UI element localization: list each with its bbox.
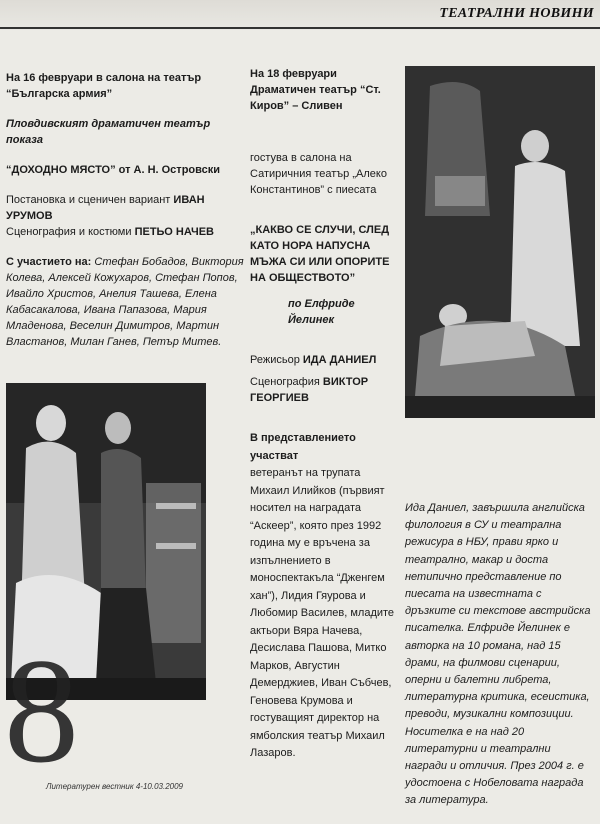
author-bio-column	[405, 500, 595, 824]
top-bar	[0, 0, 600, 30]
footer-publication: Литературен вестник 4-10.03.2009	[46, 782, 183, 791]
play-title-2: „КАКВО СЕ СЛУЧИ, СЛЕД КАТО НОРА НАПУСНА МЪЖА СИ ИЛИ ОПОРИТЕ НА ОБЩЕСТВОТО”	[250, 224, 390, 284]
credits	[6, 192, 244, 224]
article-left-column	[6, 70, 244, 364]
stage-photo-2-image	[405, 66, 595, 418]
director-line-2	[250, 352, 400, 368]
participants-paragraph	[250, 430, 400, 763]
cast-paragraph	[6, 254, 244, 350]
presents-line: Пловдивският драматичен театър показа	[6, 118, 211, 146]
design-prefix-2: Сценография	[250, 376, 320, 388]
bio-paragraph: Ида Даниел, завършила английска филология в СУ и театрална режисура в НБУ, прави ярко и театрално, макар и доста нетипично представление по пиесата на известната с дръзките си текстове австрийска писателка. Елфриде Йелинек е авторка на 10 романа, над 15 драми, на филмови сценарии, оперни и балетни либрета, литературна критика, есеистика, преводи, музикални композиции. Носителка е на над 20 литературни и театрални награди и отличия. През 2004 г. е удостоена с Нобеловата награда за литература.	[405, 502, 591, 807]
guest-line: гостува в салона на Сатиричния театър „Алеко Константинов” с пиесата	[250, 152, 387, 196]
date-line: На 16 февруари в салона на театър “Българска армия”	[6, 72, 202, 100]
design-credits	[6, 224, 244, 240]
participants-heading: В представлението участват	[250, 432, 356, 462]
director-prefix-2: Режисьор	[250, 354, 300, 366]
cast-prefix: С участието на:	[6, 256, 92, 268]
designer-name: ПЕТЬО НАЧЕВ	[134, 226, 214, 238]
play-title: “ДОХОДНО МЯСТО” от А. Н. Островски	[6, 164, 221, 176]
designer-line-2	[250, 374, 400, 406]
director-name-2: ИДА ДАНИЕЛ	[302, 354, 377, 366]
date-line-2: На 18 февруари Драматичен театър “Ст. Киров” – Сливен	[250, 68, 381, 112]
cast-list: Стефан Бобадов, Виктория Колева, Алексей Кожухаров, Стефан Попов, Ивайло Христов, Анелия Ташева, Елена Кабасакалова, Ивана Папазова, Мария Младенова, Веселин Димитров, Мартин Властанов, Милан Ганев, Петър Митев.	[6, 256, 244, 348]
design-prefix: Сценография и костюми	[6, 226, 132, 238]
author-line: по Елфриде Йелинек	[288, 298, 355, 326]
stage-photo-2	[405, 66, 595, 418]
participants-list: ветеранът на трупата Михаил Илийков (първият носител на наградата “Аскеер”, която през 1992 година му е връчена за изпълнението в моноспектакъла “Дженгем хан”), Лидия Гяурова и Любомир Василев, младите актьори Вяра Начева, Десислава Пашова, Митко Марков, Августин Демерджиев, Иван Събчев, Геновева Крумова и гостуващият директор на ямболския театър Михаил Лазаров.	[250, 467, 395, 759]
designer-name-2: ВИКТОР ГЕОРГИЕВ	[250, 376, 369, 404]
director-name: ИВАН УРУМОВ	[6, 194, 205, 222]
article-middle-column	[250, 66, 400, 777]
section-heading: ТЕАТРАЛНИ НОВИНИ	[439, 6, 594, 21]
header-rule	[0, 27, 600, 29]
page-number: 8	[4, 628, 79, 794]
director-prefix: Постановка и сценичен вариант	[6, 194, 171, 206]
